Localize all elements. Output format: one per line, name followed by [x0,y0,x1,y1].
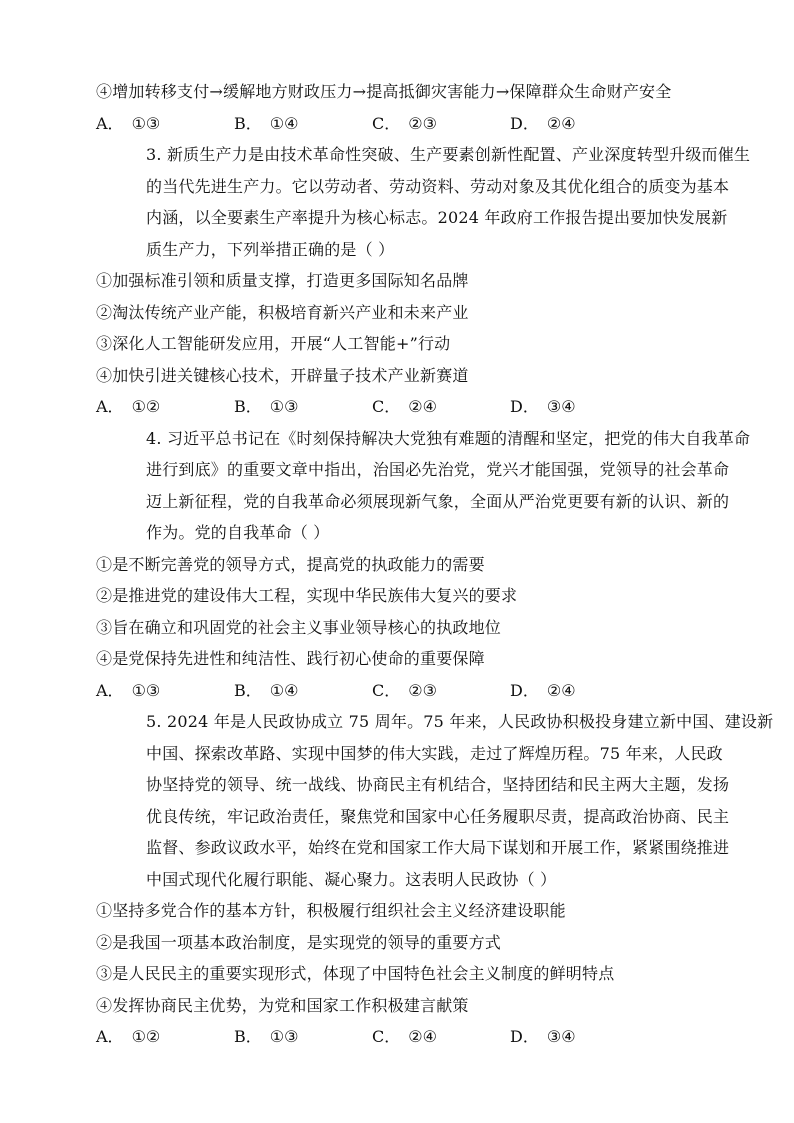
page-content [96,76,774,1053]
answer-options [96,391,736,423]
answer-options [96,108,736,140]
option-d[interactable]: D． ③④ [510,1027,576,1046]
statement-3: ③旨在确立和巩固党的社会主义事业领导核心的执政地位 [96,617,502,637]
question-stem: 3. 新质生产力是由技术革命性突破、生产要素创新性配置、产业深度转型升级而催生 的当代先进生产力。它以劳动者、劳动资料、劳动对象及其优化组合的质变为基本 内涵，以全要素生产率提升为核心标志。2024 年政府工作报告提出要加快发展新 质生产力，下列举措正确的是（ ） [146,145,751,259]
option-a[interactable]: A． ①② [96,1027,161,1046]
option-b[interactable]: B． ①③ [234,1027,299,1046]
question-stem: 5. 2024 年是人民政协成立 75 周年。75 年来，人民政协积极投身建立新中国、建设新 中国、探索改革路、实现中国梦的伟大实践，走过了辉煌历程。75 年来，人民政 协坚持党的领导、统一战线、协商民主有机结合，坚持团结和民主两大主题，发扬 优良传统，牢记政治责任，聚焦党和国家中心任务履职尽责，提高政治协商、民主 监督、参政议政水平，始终在党和国家工作大局下谋划和开展工作，紧紧围绕推进 中国式现代化履行职能、凝心聚力。这表明人民政协（ ） [146,712,774,889]
statement-2: ②是推进党的建设伟大工程，实现中华民族伟大复兴的要求 [96,586,518,605]
option-c[interactable]: C． ②④ [372,397,437,416]
statement-4: ④发挥协商民主优势，为党和国家工作积极建言献策 [96,995,469,1015]
option-c[interactable]: C． ②③ [372,113,437,133]
statement-3: ③深化人工智能研发应用，开展“人工智能+”行动 [96,334,451,353]
statement-4: ④加快引进关键核心技术，开辟量子技术产业新赛道 [96,365,469,385]
option-c[interactable]: C． ②③ [372,680,437,700]
option-b[interactable]: B． ①④ [234,113,299,133]
statement-2: ②是我国一项基本政治制度，是实现党的领导的重要方式 [96,932,502,952]
statement-2: ②淘汰传统产业产能，积极培育新兴产业和未来产业 [96,302,469,322]
statement-4: ④增加转移支付→缓解地方财政压力→提高抵御灾害能力→保障群众生命财产安全 [96,82,672,101]
question-stem: 4. 习近平总书记在《时刻保持解决大党独有难题的清醒和坚定，把党的伟大自我革命 进行到底》的重要文章中指出，治国必先治党，党兴才能国强，党领导的社会革命 迈上新征程，党的自我革命必须展现新气象，全面从严治党更要有新的认识、新的 作为。党的自我革命（ ） [146,428,751,542]
question-4 [96,423,751,707]
answer-options [96,1021,736,1053]
statement-1: ①是不断完善党的领导方式，提高党的执政能力的需要 [96,554,485,574]
option-b[interactable]: B． ①④ [234,680,299,700]
statement-1: ①坚持多党合作的基本方针，积极履行组织社会主义经济建设职能 [96,901,566,920]
question-2-tail [96,76,736,139]
option-a[interactable]: A． ①② [96,397,161,416]
statement-3: ③是人民民主的重要实现形式，体现了中国特色社会主义制度的鲜明特点 [96,964,615,983]
statement-4: ④是党保持先进性和纯洁性、践行初心使命的重要保障 [96,649,485,668]
option-a[interactable]: A． ①③ [96,113,161,133]
answer-options [96,675,736,707]
statement-1: ①加强标准引领和质量支撑，打造更多国际知名品牌 [96,271,469,290]
option-d[interactable]: D． ②④ [510,113,576,133]
question-5 [96,706,774,1053]
option-d[interactable]: D． ②④ [510,680,576,700]
option-a[interactable]: A． ①③ [96,680,161,700]
option-b[interactable]: B． ①③ [234,397,299,416]
question-3 [96,139,751,423]
option-c[interactable]: C． ②④ [372,1027,437,1046]
option-d[interactable]: D． ③④ [510,397,576,416]
